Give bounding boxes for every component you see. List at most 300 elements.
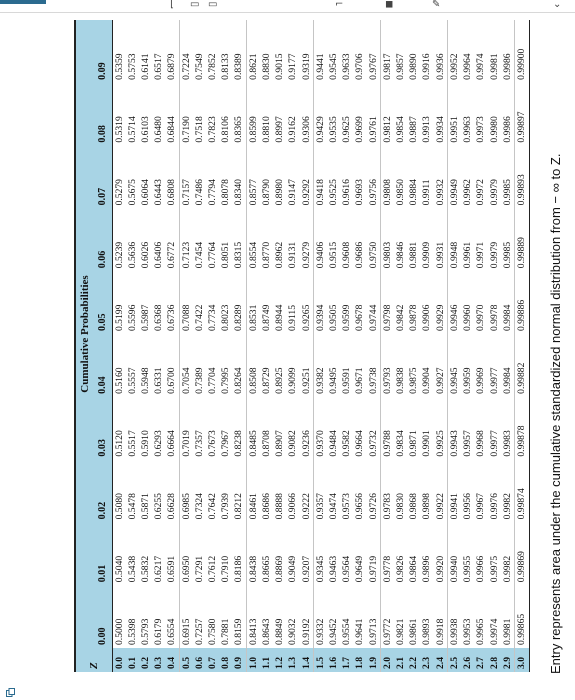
table-row	[274, 20, 287, 672]
probability-cell: 0.8997	[274, 116, 286, 143]
toolbar-strip	[0, 0, 575, 13]
probability-cell: 0.8962	[274, 241, 286, 269]
probability-cell: 0.5000	[113, 618, 125, 645]
caption-container	[547, 34, 565, 674]
probability-cell: 0.8315	[233, 241, 245, 269]
probability-cell: 0.9971	[475, 241, 487, 269]
z-value-cell: 2.8	[488, 648, 501, 672]
probability-cell: 0.5517	[126, 430, 138, 457]
probability-cell: 0.8770	[260, 241, 272, 269]
probability-cell: 0.5160	[113, 367, 125, 394]
probability-cell: 0.9875	[408, 367, 420, 394]
column-header: 0.09	[95, 20, 113, 83]
probability-cell: 0.9131	[287, 241, 299, 269]
probability-cell: 0.8643	[260, 618, 272, 645]
probability-cell: 0.9881	[408, 241, 420, 269]
probability-cell: 0.9978	[488, 304, 500, 332]
probability-cell: 0.9946	[448, 271, 462, 334]
probability-cell: 0.9959	[462, 367, 474, 394]
table-row	[434, 20, 448, 672]
probability-cell: 0.7642	[207, 493, 219, 520]
probability-cell: 0.8413	[247, 585, 261, 648]
probability-cell: 0.9370	[314, 397, 328, 460]
probability-cell: 0.9505	[327, 304, 339, 332]
probability-cell: 0.9357	[314, 460, 328, 523]
probability-cell: 0.7881	[220, 618, 232, 645]
probability-cell: 0.6950	[180, 522, 194, 585]
probability-cell: 0.9842	[395, 304, 407, 332]
probability-cell: 0.99878	[515, 397, 530, 460]
probability-cell: 0.8238	[233, 430, 245, 457]
probability-cell: 0.9979	[488, 241, 500, 269]
probability-cell: 0.9821	[395, 618, 407, 645]
probability-cell: 0.6331	[153, 367, 165, 394]
probability-cell: 0.5359	[113, 53, 125, 80]
table-row	[367, 20, 381, 672]
probability-cell: 0.9906	[421, 304, 433, 332]
table-row	[408, 20, 421, 672]
probability-cell: 0.9941	[448, 460, 462, 523]
probability-cell: 0.9772	[381, 585, 395, 648]
table-row	[166, 20, 180, 672]
probability-cell: 0.9535	[327, 116, 339, 143]
table-row	[488, 20, 501, 672]
probability-cell: 0.9901	[421, 430, 433, 457]
probability-cell: 0.9887	[408, 116, 420, 143]
probability-cell: 0.7580	[207, 618, 219, 645]
probability-cell: 0.5199	[113, 304, 125, 332]
probability-cell: 0.9964	[462, 53, 474, 80]
probability-cell: 0.9394	[314, 271, 328, 334]
probability-cell: 0.6879	[166, 53, 178, 80]
table-body	[113, 20, 530, 672]
probability-cell: 0.9406	[314, 208, 328, 271]
probability-cell: 0.9968	[475, 430, 487, 457]
probability-cell: 0.9726	[367, 493, 379, 520]
probability-cell: 0.8485	[247, 397, 261, 460]
probability-cell: 0.5279	[113, 179, 125, 206]
probability-cell: 0.9920	[434, 555, 446, 583]
probability-cell: 0.5675	[126, 179, 138, 206]
z-value-cell: 1.2	[274, 648, 287, 672]
probability-cell: 0.9671	[354, 367, 366, 394]
column-header: 0.03	[95, 397, 113, 460]
probability-cell: 0.9961	[462, 241, 474, 269]
probability-cell: 0.7291	[193, 555, 205, 583]
probability-cell: 0.9957	[462, 430, 474, 457]
probability-cell: 0.5793	[139, 618, 151, 645]
table-row	[193, 20, 206, 672]
probability-cell: 0.9925	[434, 430, 446, 457]
probability-cell: 0.5987	[139, 304, 151, 332]
probability-cell: 0.99897	[515, 83, 530, 146]
probability-cell: 0.9986	[501, 116, 513, 143]
probability-cell: 0.9850	[395, 179, 407, 206]
probability-cell: 0.7967	[220, 430, 232, 457]
probability-cell: 0.9418	[314, 146, 328, 209]
probability-cell: 0.9973	[475, 116, 487, 143]
probability-cell: 0.5239	[113, 241, 125, 269]
probability-cell: 0.9981	[501, 618, 513, 645]
z-value-cell: 0.1	[126, 648, 139, 672]
probability-cell: 0.8686	[260, 493, 272, 520]
probability-cell: 0.9015	[274, 53, 286, 80]
probability-cell: 0.9761	[367, 116, 379, 143]
probability-cell: 0.5832	[139, 555, 151, 583]
probability-cell: 0.9812	[381, 83, 395, 146]
probability-cell: 0.9962	[462, 179, 474, 206]
probability-cell: 0.8389	[233, 53, 245, 80]
probability-cell: 0.9985	[501, 241, 513, 269]
probability-cell: 0.9222	[300, 493, 312, 520]
probability-cell: 0.5120	[113, 430, 125, 457]
table-row	[462, 20, 475, 672]
probability-cell: 0.9878	[408, 304, 420, 332]
table-row	[381, 20, 395, 672]
table-row	[260, 20, 273, 672]
table-row	[220, 20, 233, 672]
probability-cell: 0.9981	[488, 53, 500, 80]
probability-cell: 0.99893	[515, 146, 530, 209]
probability-cell: 0.9699	[354, 116, 366, 143]
probability-cell: 0.5871	[139, 493, 151, 520]
probability-cell: 0.9967	[475, 493, 487, 520]
probability-cell: 0.9945	[448, 334, 462, 397]
probability-cell: 0.9463	[327, 555, 339, 583]
probability-cell: 0.6103	[139, 116, 151, 143]
probability-cell: 0.8925	[274, 367, 286, 394]
probability-cell: 0.6064	[139, 179, 151, 206]
toolbar-accent-bar	[0, 0, 46, 4]
probability-cell: 0.9927	[434, 367, 446, 394]
probability-cell: 0.9911	[421, 179, 433, 206]
probability-cell: 0.99882	[515, 334, 530, 397]
z-value-cell: 2.6	[462, 648, 475, 672]
probability-cell: 0.9778	[381, 522, 395, 585]
probability-cell: 0.6844	[166, 116, 178, 143]
probability-cell: 0.6293	[153, 430, 165, 457]
z-value-cell: 0.4	[166, 648, 180, 672]
z-value-cell: 2.2	[408, 648, 421, 672]
probability-cell: 0.9808	[381, 146, 395, 209]
probability-cell: 0.9966	[475, 555, 487, 583]
column-header: 0.05	[95, 271, 113, 334]
table-row	[113, 20, 127, 672]
probability-cell: 0.9616	[341, 179, 353, 206]
probability-cell: 0.9554	[341, 618, 353, 645]
probability-cell: 0.9798	[381, 271, 395, 334]
probability-cell: 0.7764	[207, 241, 219, 269]
z-value-cell: 2.9	[501, 648, 515, 672]
table-caption: Entry represents area under the cumulative standardized normal distribution from − ∞ to Z.	[548, 153, 563, 674]
toolbar-icon-1[interactable]: ⌊	[170, 0, 174, 10]
table-row	[247, 20, 261, 672]
probability-cell: 0.9965	[475, 618, 487, 645]
probability-cell: 0.7852	[207, 53, 219, 80]
probability-cell: 0.8729	[260, 367, 272, 394]
probability-cell: 0.9934	[434, 116, 446, 143]
probability-cell: 0.9236	[300, 430, 312, 457]
table-row	[233, 20, 247, 672]
z-value-cell: 2.5	[448, 648, 462, 672]
probability-cell: 0.8599	[247, 83, 261, 146]
table-row	[354, 20, 367, 672]
probability-cell: 0.9147	[287, 179, 299, 206]
probability-cell: 0.9868	[408, 493, 420, 520]
probability-cell: 0.9292	[300, 179, 312, 206]
probability-cell: 0.8133	[220, 53, 232, 80]
probability-cell: 0.9678	[354, 304, 366, 332]
probability-cell: 0.8106	[220, 116, 232, 143]
probability-cell: 0.9713	[367, 618, 379, 645]
probability-cell: 0.9940	[448, 522, 462, 585]
probability-cell: 0.9495	[327, 367, 339, 394]
z-value-cell: 0.7	[207, 648, 220, 672]
probability-cell: 0.9861	[408, 618, 420, 645]
probability-cell: 0.9953	[462, 618, 474, 645]
column-header: 0.00	[95, 585, 113, 648]
z-value-cell: 0.8	[220, 648, 233, 672]
toolbar-icon-6[interactable]: ✎	[432, 0, 441, 10]
probability-cell: 0.7910	[220, 555, 232, 583]
probability-cell: 0.9931	[434, 241, 446, 269]
z-value-cell: 0.0	[113, 648, 127, 672]
rotated-table-container	[74, 20, 530, 672]
probability-cell: 0.7422	[193, 304, 205, 332]
probability-cell: 0.9838	[395, 367, 407, 394]
z-value-cell: 0.6	[193, 648, 206, 672]
probability-cell: 0.8212	[233, 493, 245, 520]
probability-cell: 0.5948	[139, 367, 151, 394]
probability-cell: 0.7673	[207, 430, 219, 457]
z-value-cell: 2.3	[421, 648, 434, 672]
probability-cell: 0.9767	[367, 53, 379, 80]
z-value-cell: 0.3	[153, 648, 166, 672]
probability-cell: 0.7995	[220, 367, 232, 394]
probability-cell: 0.9744	[367, 304, 379, 332]
probability-cell: 0.9279	[300, 241, 312, 269]
probability-cell: 0.8888	[274, 493, 286, 520]
probability-cell: 0.8531	[247, 271, 261, 334]
toolbar-icon-7[interactable]: ⌄	[553, 0, 562, 10]
probability-cell: 0.9976	[488, 493, 500, 520]
table-row	[448, 20, 462, 672]
probability-cell: 0.8810	[260, 116, 272, 143]
probability-cell: 0.8708	[260, 430, 272, 457]
probability-cell: 0.7190	[180, 83, 194, 146]
probability-cell: 0.5398	[126, 618, 138, 645]
probability-cell: 0.9573	[341, 493, 353, 520]
probability-cell: 0.9115	[287, 304, 299, 332]
table-row	[341, 20, 354, 672]
probability-cell: 0.9591	[341, 367, 353, 394]
probability-cell: 0.9969	[475, 367, 487, 394]
probability-cell: 0.5040	[113, 555, 125, 583]
probability-cell: 0.9960	[462, 304, 474, 332]
copy-icon[interactable]	[6, 688, 15, 697]
probability-cell: 0.9693	[354, 179, 366, 206]
probability-cell: 0.9970	[475, 304, 487, 332]
toolbar-icon-3[interactable]: ▭	[208, 0, 218, 10]
toolbar-icon-2[interactable]: ▭	[190, 0, 200, 10]
probability-cell: 0.8790	[260, 179, 272, 206]
probability-cell: 0.8078	[220, 179, 232, 206]
probability-cell: 0.8289	[233, 304, 245, 332]
probability-cell: 0.8944	[274, 304, 286, 332]
z-value-cell: 0.9	[233, 648, 247, 672]
probability-cell: 0.7823	[207, 116, 219, 143]
probability-cell: 0.8438	[247, 522, 261, 585]
z-value-cell: 1.5	[314, 648, 328, 672]
probability-cell: 0.8554	[247, 208, 261, 271]
probability-cell: 0.8980	[274, 179, 286, 206]
probability-cell: 0.9649	[354, 555, 366, 583]
probability-cell: 0.9162	[287, 116, 299, 143]
probability-cell: 0.9830	[395, 493, 407, 520]
probability-cell: 0.9429	[314, 83, 328, 146]
probability-cell: 0.9871	[408, 430, 420, 457]
probability-cell: 0.8365	[233, 116, 245, 143]
probability-cell: 0.9332	[314, 585, 328, 648]
probability-cell: 0.9582	[341, 430, 353, 457]
probability-cell: 0.5478	[126, 493, 138, 520]
probability-cell: 0.9656	[354, 493, 366, 520]
probability-cell: 0.9625	[341, 116, 353, 143]
probability-cell: 0.7939	[220, 493, 232, 520]
probability-cell: 0.6772	[166, 241, 178, 269]
probability-cell: 0.6554	[166, 618, 178, 645]
probability-cell: 0.6664	[166, 430, 178, 457]
z-column-header: Z	[75, 648, 113, 672]
probability-cell: 0.9922	[434, 493, 446, 520]
table-row	[287, 20, 300, 672]
probability-cell: 0.9972	[475, 179, 487, 206]
probability-cell: 0.9909	[421, 241, 433, 269]
probability-cell: 0.8051	[220, 241, 232, 269]
probability-cell: 0.9441	[314, 20, 328, 83]
probability-cell: 0.9904	[421, 367, 433, 394]
probability-cell: 0.9955	[462, 555, 474, 583]
probability-cell: 0.9484	[327, 430, 339, 457]
probability-cell: 0.9719	[367, 555, 379, 583]
toolbar-icon-4[interactable]: ⌐	[335, 0, 344, 10]
z-value-cell: 3.0	[515, 648, 530, 672]
probability-cell: 0.7734	[207, 304, 219, 332]
probability-cell: 0.9564	[341, 555, 353, 583]
probability-cell: 0.9974	[475, 53, 487, 80]
probability-cell: 0.9864	[408, 555, 420, 583]
probability-cell: 0.8869	[274, 555, 286, 583]
probability-cell: 0.9948	[448, 208, 462, 271]
probability-cell: 0.9177	[287, 53, 299, 80]
probability-cell: 0.9788	[381, 397, 395, 460]
probability-cell: 0.9641	[354, 618, 366, 645]
column-header: 0.02	[95, 460, 113, 523]
table-row	[180, 20, 194, 672]
z-value-cell: 1.8	[354, 648, 367, 672]
probability-cell: 0.9949	[448, 146, 462, 209]
probability-cell: 0.9826	[395, 555, 407, 583]
probability-cell: 0.8621	[247, 20, 261, 83]
cumulative-normal-table	[74, 20, 530, 672]
probability-cell: 0.9525	[327, 179, 339, 206]
probability-cell: 0.9983	[501, 430, 513, 457]
column-header-row	[95, 20, 113, 672]
probability-cell: 0.99889	[515, 208, 530, 271]
probability-cell: 0.9980	[488, 116, 500, 143]
probability-cell: 0.8577	[247, 146, 261, 209]
probability-cell: 0.9066	[287, 493, 299, 520]
probability-cell: 0.7794	[207, 179, 219, 206]
z-value-cell: 0.5	[180, 648, 194, 672]
probability-cell: 0.9984	[501, 304, 513, 332]
probability-cell: 0.9943	[448, 397, 462, 460]
probability-cell: 0.99869	[515, 522, 530, 585]
probability-cell: 0.9515	[327, 241, 339, 269]
z-value-cell: 1.6	[327, 648, 340, 672]
probability-cell: 0.9599	[341, 304, 353, 332]
column-header: 0.04	[95, 334, 113, 397]
probability-cell: 0.9608	[341, 241, 353, 269]
probability-cell: 0.6591	[166, 555, 178, 583]
probability-cell: 0.9049	[287, 555, 299, 583]
probability-cell: 0.6179	[153, 618, 165, 645]
probability-cell: 0.6700	[166, 367, 178, 394]
probability-cell: 0.6406	[153, 241, 165, 269]
table-row	[126, 20, 139, 672]
probability-cell: 0.7324	[193, 493, 205, 520]
z-value-cell: 2.0	[381, 648, 395, 672]
probability-cell: 0.9918	[434, 618, 446, 645]
probability-cell: 0.9633	[341, 53, 353, 80]
probability-cell: 0.9783	[381, 460, 395, 523]
probability-cell: 0.9664	[354, 430, 366, 457]
probability-cell: 0.9985	[501, 179, 513, 206]
probability-cell: 0.9382	[314, 334, 328, 397]
probability-cell: 0.9929	[434, 304, 446, 332]
probability-cell: 0.5438	[126, 555, 138, 583]
probability-cell: 0.8508	[247, 334, 261, 397]
probability-cell: 0.9916	[421, 53, 433, 80]
probability-cell: 0.8159	[233, 618, 245, 645]
probability-cell: 0.9345	[314, 522, 328, 585]
probability-cell: 0.9738	[367, 367, 379, 394]
table-row	[501, 20, 515, 672]
toolbar-icon-5[interactable]: ◼	[385, 0, 394, 10]
probability-cell: 0.9896	[421, 555, 433, 583]
group-header: Cumulative Probabilities	[75, 20, 95, 648]
probability-cell: 0.9982	[501, 493, 513, 520]
probability-cell: 0.99886	[515, 271, 530, 334]
probability-cell: 0.5080	[113, 493, 125, 520]
probability-cell: 0.9032	[287, 618, 299, 645]
probability-cell: 0.9857	[395, 53, 407, 80]
probability-cell: 0.9936	[434, 53, 446, 80]
probability-cell: 0.6443	[153, 179, 165, 206]
probability-cell: 0.6985	[180, 460, 194, 523]
column-header: 0.08	[95, 83, 113, 146]
probability-cell: 0.8665	[260, 555, 272, 583]
probability-cell: 0.8849	[274, 618, 286, 645]
probability-cell: 0.9982	[501, 555, 513, 583]
probability-cell: 0.6808	[166, 179, 178, 206]
probability-cell: 0.5557	[126, 367, 138, 394]
probability-cell: 0.8907	[274, 430, 286, 457]
probability-cell: 0.6141	[139, 53, 151, 80]
probability-cell: 0.99900	[515, 20, 530, 83]
table-row	[421, 20, 434, 672]
probability-cell: 0.6480	[153, 116, 165, 143]
